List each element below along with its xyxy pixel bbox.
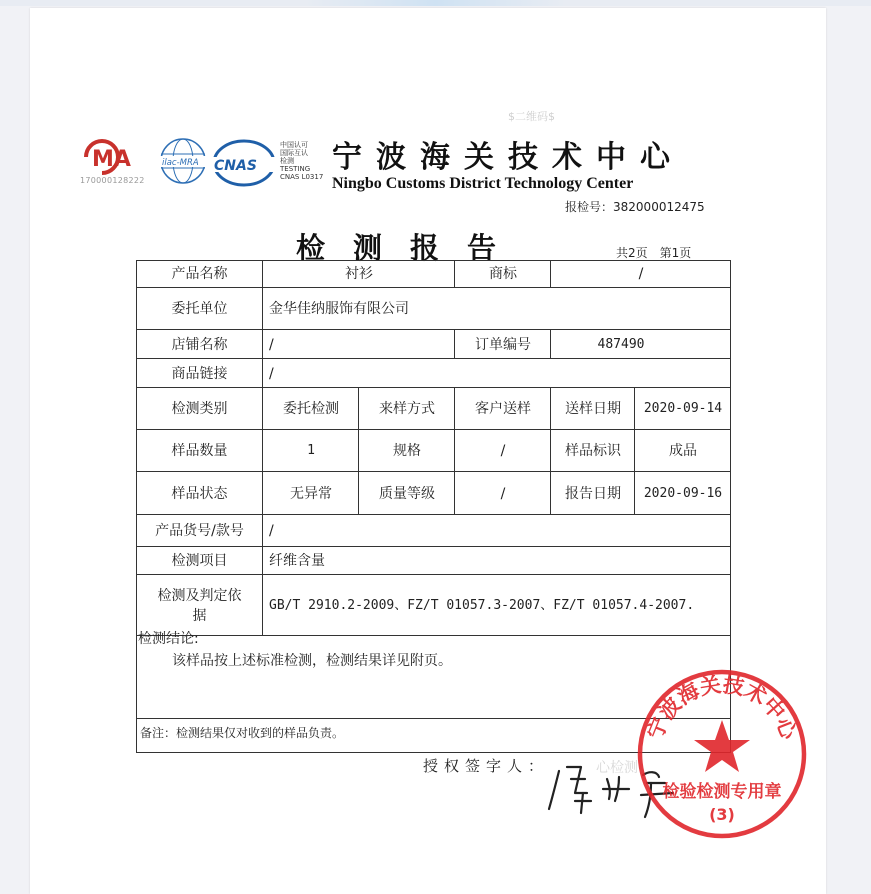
test-item-value: 纤维含量 <box>269 553 325 569</box>
conclusion-label: 检测结论: <box>138 631 199 647</box>
sample-qty-label: 样品数量 <box>171 443 228 459</box>
delivery-date-label: 送样日期 <box>565 401 621 417</box>
cnas-caption-line: 国际互认 <box>280 149 308 157</box>
product-name-value: 衬衫 <box>345 266 373 282</box>
shop-name-label: 店铺名称 <box>171 336 228 353</box>
report-date-value: 2020-09-16 <box>643 485 723 501</box>
organization-title-en: Ningbo Customs District Technology Center <box>332 175 634 192</box>
organization-title-cn: 宁波海关技术中心 <box>332 140 684 175</box>
order-number-value: 487490 <box>597 336 645 352</box>
cma-logo-icon <box>80 135 142 181</box>
test-basis-value: GB/T 2910.2-2009、FZ/T 01057.3-2007、FZ/T 01057.4-2007. <box>269 597 695 613</box>
cnas-logo-text: CNAS <box>214 158 257 174</box>
product-link-value: / <box>269 365 274 382</box>
faint-seal-text: 心检测 <box>596 760 638 776</box>
test-item-label: 检测项目 <box>171 553 228 569</box>
test-type-label: 检测类别 <box>171 401 228 417</box>
quality-grade-label: 质量等级 <box>379 485 435 502</box>
seal-ring-text: 宁波海关技术中心 <box>642 672 802 743</box>
quality-grade-value: / <box>500 485 506 502</box>
qr-placeholder-watermark: $二维码$ <box>508 110 555 123</box>
trademark-label: 商标 <box>489 266 517 282</box>
cnas-caption-line: 检测 <box>280 157 294 165</box>
client-label: 委托单位 <box>171 301 228 317</box>
test-type-value: 委托检测 <box>283 401 339 417</box>
cma-logo-text: MA <box>92 147 131 172</box>
sample-qty-value: 1 <box>307 443 315 458</box>
official-seal-stamp <box>634 666 810 842</box>
style-number-value: / <box>269 523 274 539</box>
sample-mark-label: 样品标识 <box>565 443 621 459</box>
inspection-number <box>565 198 705 215</box>
conclusion-text: 该样品按上述标准检测，检测结果详见附页。 <box>172 653 452 669</box>
seal-number: (3) <box>709 805 735 824</box>
style-number-label: 产品货号/款号 <box>155 523 244 539</box>
spec-label: 规格 <box>393 443 421 459</box>
product-link-label: 商品链接 <box>171 365 228 382</box>
current-page: 第1页 <box>659 246 692 260</box>
product-name-label: 产品名称 <box>171 266 228 282</box>
remark-text: 备注：检测结果仅对收到的样品负责。 <box>140 726 345 740</box>
order-number-label: 订单编号 <box>475 336 531 353</box>
ilac-logo-text: ilac-MRA <box>162 158 199 168</box>
inspection-number-value: 382000012475 <box>613 200 705 214</box>
authorized-signer-label: 授权签字人： <box>423 757 550 775</box>
cnas-caption-line: CNAS L0317 <box>280 173 324 181</box>
cma-number: 170000128222 <box>80 176 145 185</box>
cnas-caption <box>280 141 340 181</box>
cnas-caption-line: 中国认可 <box>280 141 308 149</box>
report-date-label: 报告日期 <box>565 485 621 502</box>
viewer-top-bar <box>0 0 871 6</box>
inspection-number-label: 报检号： <box>565 200 614 214</box>
sample-state-label: 样品状态 <box>171 485 228 502</box>
delivery-date-value: 2020-09-14 <box>643 401 723 416</box>
total-pages: 共2页 <box>616 246 648 260</box>
sample-state-value: 无异常 <box>290 485 332 502</box>
report-page <box>30 8 826 894</box>
client-value: 金华佳纳服饰有限公司 <box>269 301 409 317</box>
cnas-logo-icon <box>212 139 276 191</box>
sample-method-label: 来样方式 <box>379 401 435 417</box>
sample-method-value: 客户送样 <box>475 401 531 417</box>
cnas-caption-line: TESTING <box>280 165 311 173</box>
spec-value: / <box>500 443 506 459</box>
test-basis-label <box>136 575 263 636</box>
test-basis-label-line: 检测及判定依 <box>157 587 242 604</box>
ilac-mra-logo-icon <box>158 136 208 190</box>
sample-mark-value: 成品 <box>669 443 697 459</box>
seal-band-text: 检验检测专用章 <box>662 782 782 802</box>
test-basis-label-line: 据 <box>192 607 207 624</box>
shop-name-value: / <box>269 336 274 353</box>
page-indicator <box>616 244 703 261</box>
trademark-value: / <box>638 266 644 282</box>
report-title: 检测报告 <box>296 231 525 265</box>
